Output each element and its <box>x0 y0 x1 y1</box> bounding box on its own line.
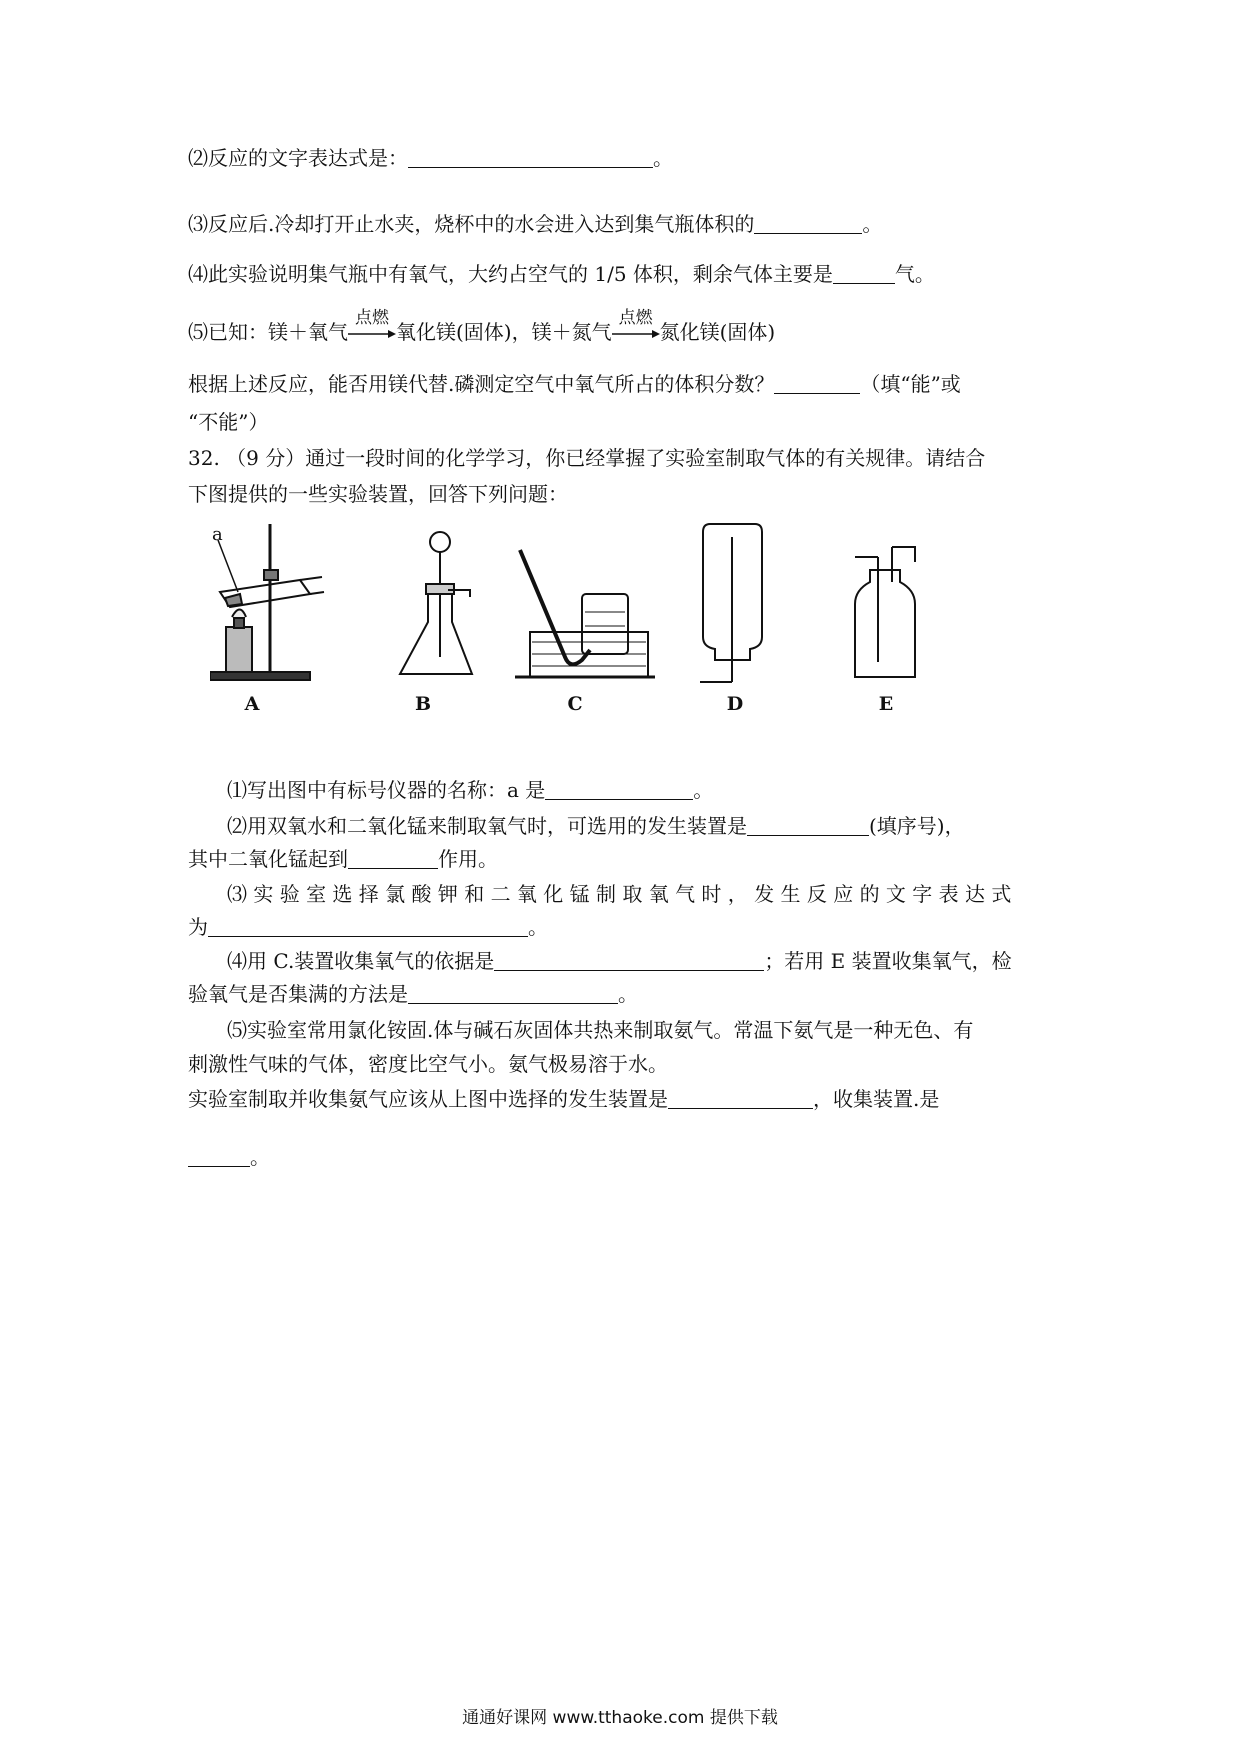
label-C: C <box>567 693 583 715</box>
q32-sub2: ⑵用双氧水和二氧化锰来制取氧气时，可选用的发生装置是 (填序号)， <box>227 814 965 838</box>
apparatus-c <box>515 550 655 677</box>
q31-part4: ⑷此实验说明集气瓶中有氧气，大约占空气的 1/5 体积，剩余气体主要是 气。 <box>188 262 935 286</box>
q32-intro: 32. （9 分）通过一段时间的化学学习，你已经掌握了实验室制取气体的有关规律。请结合 <box>188 446 986 470</box>
label-B: B <box>414 693 432 715</box>
q32-intro-cont: 下图提供的一些实验装置，回答下列问题： <box>188 482 568 506</box>
answer-blank[interactable] <box>408 147 653 168</box>
q32-sub3: ⑶ 实 验 室 选 择 氯 酸 钾 和 二 氧 化 锰 制 取 氧 气 时 ， 发 生 反 应 的 文 字 表 达 式 <box>227 882 1012 906</box>
label-A: A <box>244 693 260 715</box>
answer-blank[interactable] <box>668 1088 813 1109</box>
answer-blank[interactable] <box>754 213 862 234</box>
answer-blank[interactable] <box>774 373 860 394</box>
reaction-arrow: 点燃 <box>348 318 396 346</box>
answer-blank[interactable] <box>188 1146 250 1167</box>
label-a: a <box>212 524 223 545</box>
q32-sub4-cont: 验氧气是否集满的方法是 。 <box>188 982 638 1006</box>
reaction-arrow: 点燃 <box>612 318 660 346</box>
q31-part3-text: ⑶反应后.冷却打开止水夹，烧杯中的水会进入达到集气瓶体积的 <box>188 212 755 236</box>
answer-blank[interactable] <box>408 983 618 1004</box>
answer-blank[interactable] <box>208 916 528 937</box>
q32-sub5: ⑸实验室常用氯化铵固.体与碱石灰固体共热来制取氨气。常温下氨气是一种无色、有 <box>227 1018 974 1042</box>
label-D: D <box>726 693 744 715</box>
q32-sub2-cont: 其中二氧化锰起到 作用。 <box>188 847 498 871</box>
label-E: E <box>878 693 894 715</box>
apparatus-d <box>700 524 762 682</box>
q32-sub3-cont: 为 。 <box>188 915 548 939</box>
q32-sub5-cont: 刺激性气味的气体，密度比空气小。氨气极易溶于水。 <box>188 1052 668 1076</box>
q32-sub5-question: 实验室制取并收集氨气应该从上图中选择的发生装置是 ，收集装置.是 <box>188 1087 940 1111</box>
q32-sub5-end: 。 <box>188 1143 270 1171</box>
q31-part6: 根据上述反应，能否用镁代替.磷测定空气中氧气所占的体积分数？ （填“能”或 <box>188 372 961 396</box>
q31-part6-cont: “不能”） <box>188 410 269 434</box>
answer-blank[interactable] <box>747 815 869 836</box>
q31-part4-text: ⑷此实验说明集气瓶中有氧气，大约占空气的 1/5 体积，剩余气体主要是 <box>188 262 833 286</box>
apparatus-e <box>855 547 915 677</box>
q31-part3: ⑶反应后.冷却打开止水夹，烧杯中的水会进入达到集气瓶体积的 。 <box>188 212 883 236</box>
q31-part5: ⑸已知：镁＋氧气 点燃 氧化镁(固体)，镁＋氮气 点燃 氮化镁(固体) <box>188 308 776 344</box>
answer-blank[interactable] <box>545 779 693 800</box>
q31-part2-text: ⑵反应的文字表达式是： <box>188 146 408 170</box>
apparatus-figure <box>210 522 1060 722</box>
footer: 通通好课网 www.tthaoke.com 提供下载 <box>462 1708 778 1728</box>
answer-blank[interactable] <box>348 848 438 869</box>
apparatus-b <box>400 532 472 674</box>
q32-sub1: ⑴写出图中有标号仪器的名称：a 是 。 <box>227 778 714 802</box>
q32-sub4: ⑷用 C.装置收集氧气的依据是 ；若用 E 装置收集氧气，检 <box>227 949 1012 973</box>
answer-blank[interactable] <box>833 263 895 284</box>
q31-part2: ⑵反应的文字表达式是： 。 <box>188 146 673 170</box>
answer-blank[interactable] <box>494 950 764 971</box>
apparatus-a <box>210 524 324 680</box>
